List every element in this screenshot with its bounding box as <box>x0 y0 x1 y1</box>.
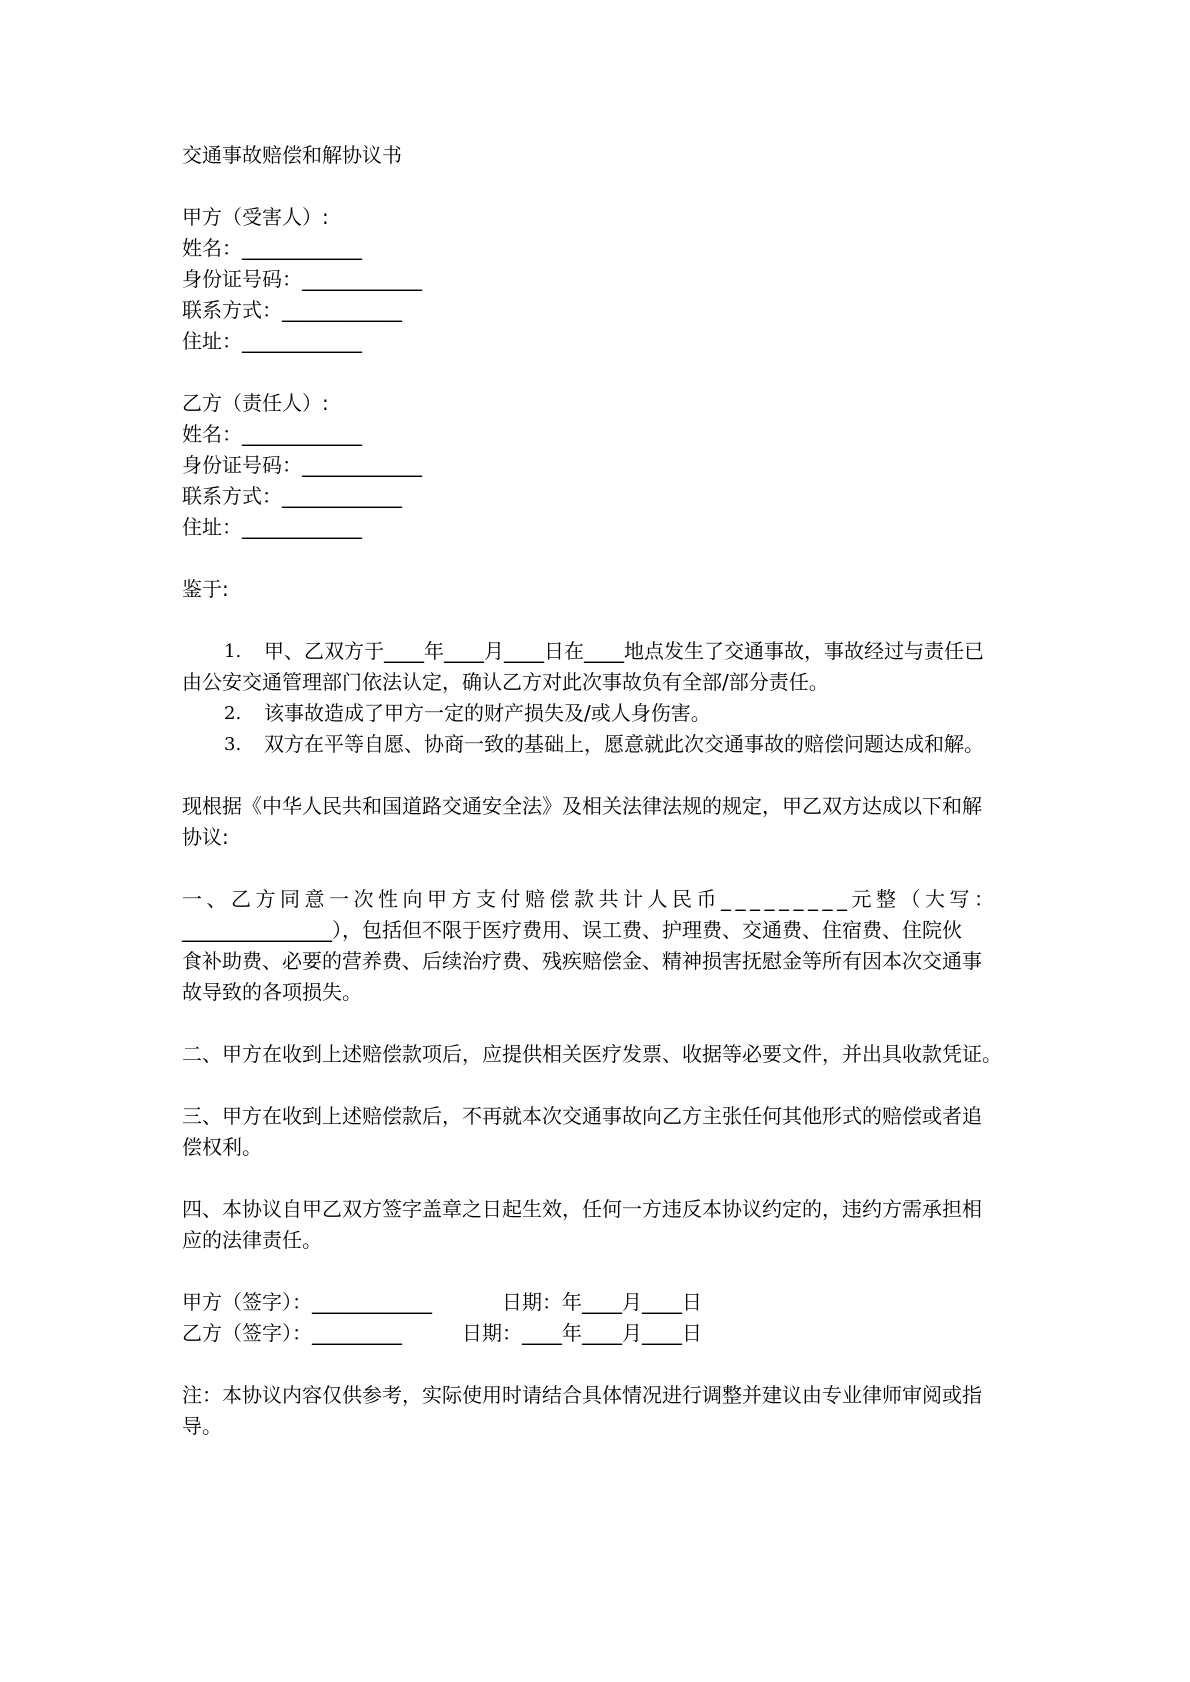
party-a-address: 住址：____________ <box>182 329 362 353</box>
whereas-item <box>224 698 1022 729</box>
preamble-line: 协议: <box>182 825 229 849</box>
party-b-name: 姓名：____________ <box>182 422 362 446</box>
clause-3-line: 偿权利。 <box>182 1135 262 1159</box>
clause-2-line: 二、甲方在收到上述赔偿款项后，应提供相关医疗发票、收据等必要文件，并出具收款凭证。 <box>182 1042 1002 1066</box>
whereas-list <box>182 636 1022 760</box>
clause-1-line: 一、乙方同意一次性向甲方支付赔偿款共计人民币_________元整（大写： <box>182 887 999 911</box>
note-line: 导。 <box>182 1414 222 1438</box>
clause-2 <box>182 1039 1022 1070</box>
party-a-section <box>182 202 1022 357</box>
party-b-signature-row <box>182 1318 1022 1349</box>
whereas-item-text: 甲、乙双方于____年____月____日在____地点发生了交通事故，事故经过与责任已 <box>264 639 984 663</box>
party-a-id-number: 身份证号码：____________ <box>182 267 422 291</box>
clause-3-line: 三、甲方在收到上述赔偿款后，不再就本次交通事故向乙方主张任何其他形式的赔偿或者追 <box>182 1104 982 1128</box>
party-b-id-number: 身份证号码：____________ <box>182 453 422 477</box>
clause-4-line: 四、本协议自甲乙双方签字盖章之日起生效，任何一方违反本协议约定的，违约方需承担相 <box>182 1197 982 1221</box>
clause-1-line: 故导致的各项损失。 <box>182 980 362 1004</box>
clause-1-line: 食补助费、必要的营养费、后续治疗费、残疾赔偿金、精神损害抚慰金等所有因本次交通事 <box>182 949 982 973</box>
clause-4-line: 应的法律责任。 <box>182 1228 322 1252</box>
party-a-name: 姓名：____________ <box>182 236 362 260</box>
whereas-item-number: 3. <box>224 734 242 755</box>
whereas-item <box>224 636 1022 667</box>
note-line: 注：本协议内容仅供参考，实际使用时请结合具体情况进行调整并建议由专业律师审阅或指 <box>182 1383 982 1407</box>
whereas-item-text: 该事故造成了甲方一定的财产损失及/或人身伤害。 <box>264 701 711 725</box>
party-b-address: 住址：____________ <box>182 515 362 539</box>
party-b-section <box>182 388 1022 543</box>
party-a-signature: 甲方（签字）：____________ <box>182 1290 432 1314</box>
whereas-item-number: 2. <box>224 703 242 724</box>
whereas-item-text: 双方在平等自愿、协商一致的基础上，愿意就此次交通事故的赔偿问题达成和解。 <box>264 732 984 756</box>
whereas-item <box>224 729 1022 760</box>
whereas-heading: 鉴于: <box>182 577 229 601</box>
signature-block <box>182 1287 1022 1349</box>
party-a-signature-row <box>182 1287 1022 1318</box>
note <box>182 1380 1022 1442</box>
party-b-date: 日期：____年____月____日 <box>462 1321 702 1345</box>
party-b-signature: 乙方（签字）：_________ <box>182 1321 402 1345</box>
preamble-line: 现根据《中华人民共和国道路交通安全法》及相关法律法规的规定，甲乙双方达成以下和解 <box>182 794 982 818</box>
whereas-item-number: 1. <box>224 641 242 662</box>
whereas-item-text-continued: 由公安交通管理部门依法认定，确认乙方对此次事故负有全部/部分责任。 <box>182 670 829 694</box>
document-title: 交通事故赔偿和解协议书 <box>182 143 402 167</box>
party-a-date: 日期：年____月____日 <box>502 1290 702 1314</box>
party-b-contact: 联系方式：____________ <box>182 484 402 508</box>
clause-4 <box>182 1194 1022 1256</box>
clause-1-line: _______________），包括但不限于医疗费用、误工费、护理费、交通费、住宿费、住院伙 <box>182 918 962 942</box>
clause-1 <box>182 884 1022 1008</box>
party-b-heading: 乙方（责任人）: <box>182 391 329 415</box>
clause-3 <box>182 1101 1022 1163</box>
party-a-contact: 联系方式：____________ <box>182 298 402 322</box>
party-a-heading: 甲方（受害人）: <box>182 205 329 229</box>
document-page <box>182 140 1022 1442</box>
